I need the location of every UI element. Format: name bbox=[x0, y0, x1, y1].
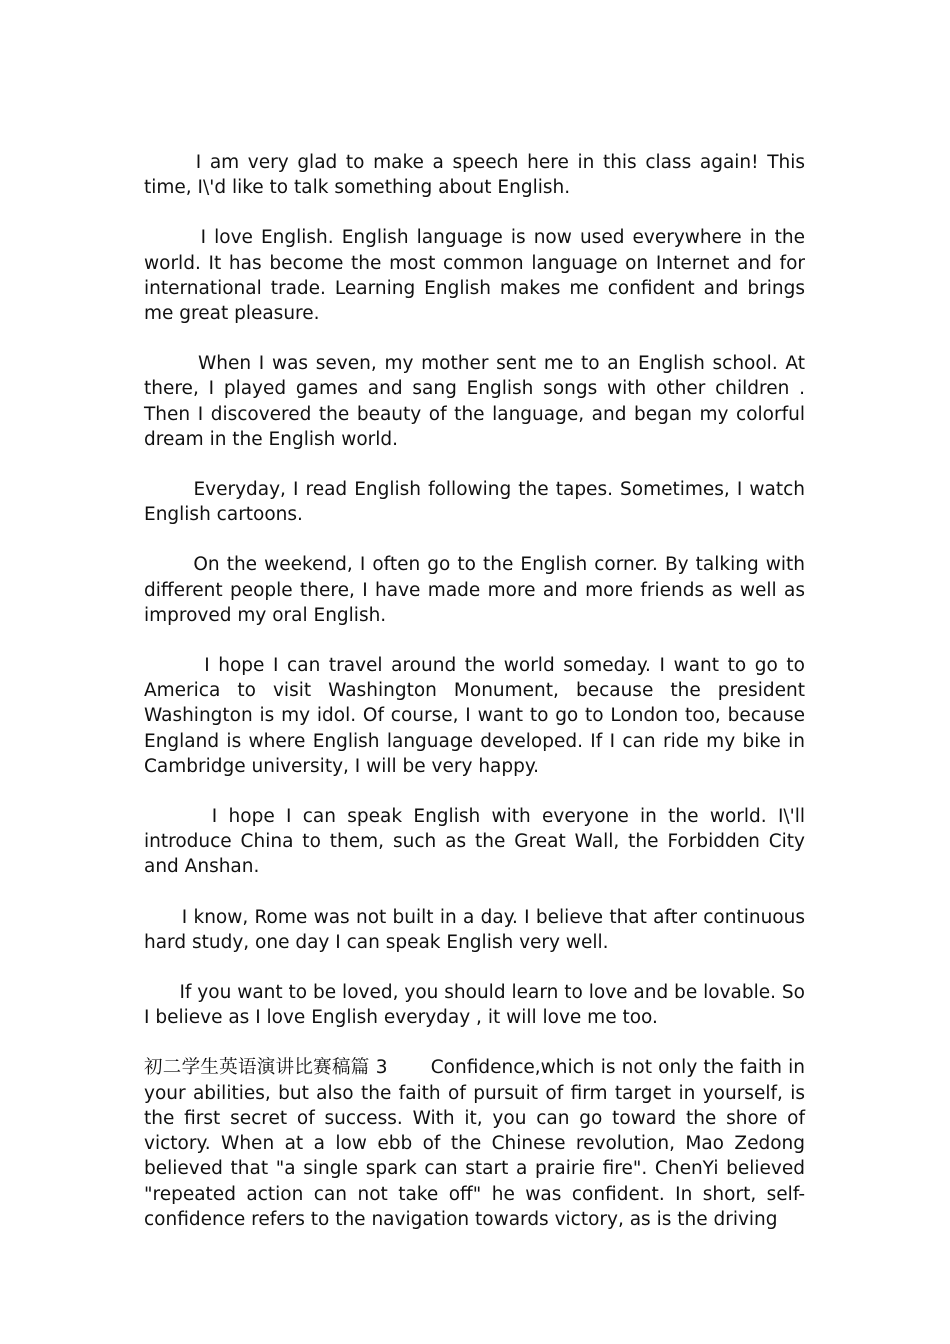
paragraph-1 bbox=[144, 150, 805, 200]
paragraph-9-text: If you want to be loved, you should learn to love and be lovable. So I believe as I love English everyday , it will love me too. bbox=[144, 982, 805, 1029]
paragraph-4-text: Everyday, I read English following the tapes. Sometimes, I watch English cartoons. bbox=[144, 479, 805, 526]
paragraph-8 bbox=[144, 905, 805, 955]
final-section-paragraph bbox=[144, 1055, 805, 1231]
paragraph-4 bbox=[144, 477, 805, 527]
paragraph-2 bbox=[144, 225, 805, 326]
paragraph-7 bbox=[144, 804, 805, 880]
paragraph-5-text: On the weekend, I often go to the English corner. By talking with different people there, I have made more and more friends as well as improved my oral English. bbox=[144, 554, 806, 626]
paragraph-9 bbox=[144, 980, 805, 1030]
final-section-text: Confidence,which is not only the faith in your abilities, but also the faith of pursuit of firm target in yourself, is the first secret of success. With it, you can go toward the shore of victory. When at a low ebb of the Chinese revolution, Mao Zedong believed that "a single spark can start a prairie fire". ChenYi believed "repeated action can not take off" he was confident. In short, self-confidence refers to the navigation towards victory, as is the driving bbox=[144, 1057, 805, 1230]
paragraph-6-text: I hope I can travel around the world someday. I want to go to America to visit Washington Monument, because the president Washington is my idol. Of course, I want to go to London too, because England is where English language developed. If I can ride my bike in Cambridge university, I will be very happy. bbox=[144, 655, 806, 777]
paragraph-6 bbox=[144, 653, 805, 779]
paragraph-1-text: I am very glad to make a speech here in this class again! This time, I\'d like to talk something about English. bbox=[144, 152, 805, 199]
paragraph-3-text: When I was seven, my mother sent me to an English school. At there, I played games and sang English songs with other children . Then I discovered the beauty of the language, and began my colorful dream in the English world. bbox=[144, 353, 805, 450]
paragraph-5 bbox=[144, 552, 805, 628]
paragraph-7-text: I hope I can speak English with everyone in the world. I\'ll introduce China to them, such as the Great Wall, the Forbidden City and Anshan. bbox=[144, 806, 805, 878]
section-heading: 初二学生英语演讲比赛稿篇 3 bbox=[144, 1057, 388, 1079]
paragraph-8-text: I know, Rome was not built in a day. I believe that after continuous hard study, one day I can speak English very well. bbox=[144, 906, 805, 953]
document-page bbox=[144, 150, 805, 1257]
paragraph-2-text: I love English. English language is now used everywhere in the world. It has become the most common language on Internet and for international trade. Learning English makes me confident and brings me great pleasure. bbox=[144, 227, 805, 325]
paragraph-3 bbox=[144, 351, 805, 452]
